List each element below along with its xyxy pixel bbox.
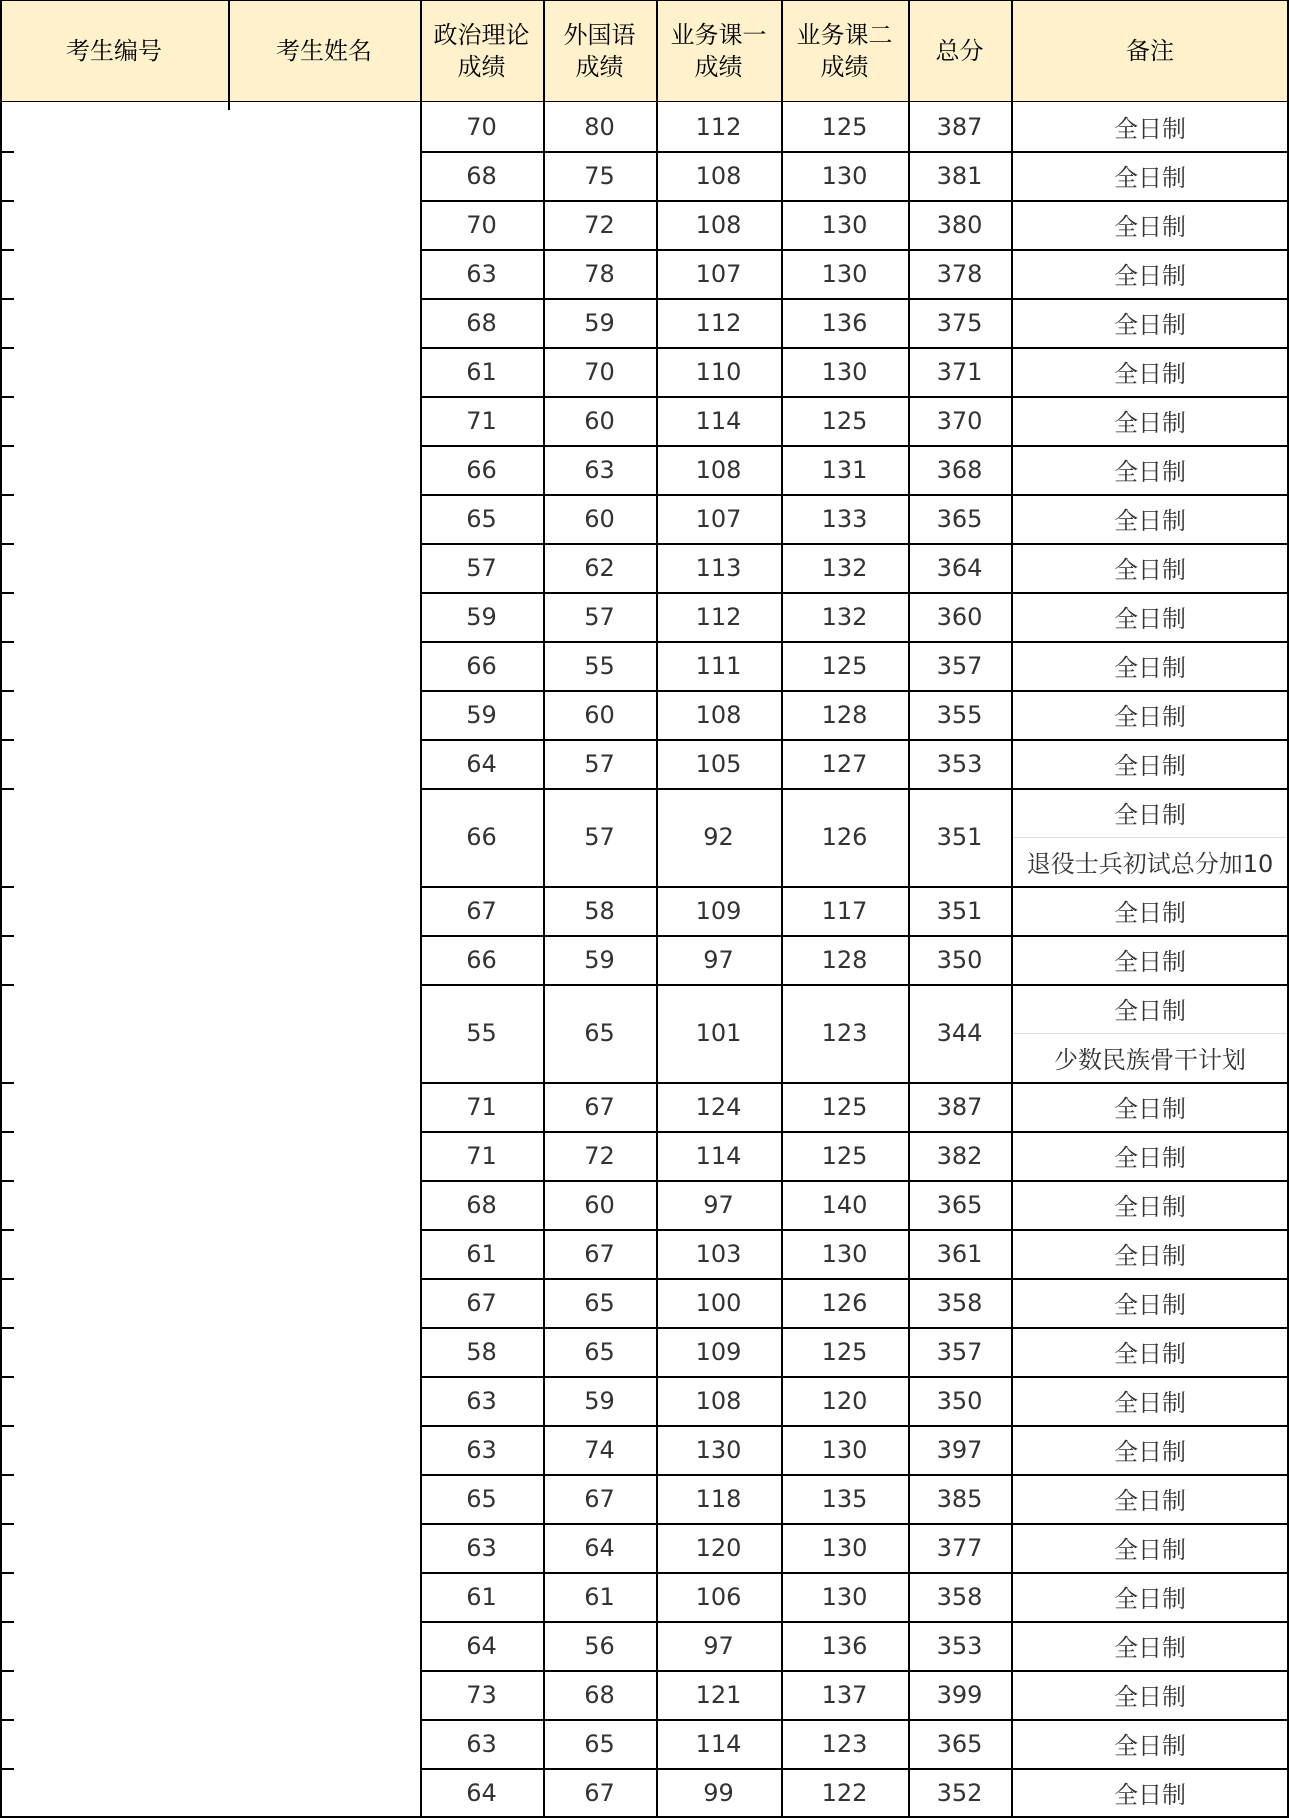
cell-politics: 63 (466, 1435, 497, 1464)
cell-politics: 71 (466, 406, 497, 435)
cell-course1: 97 (703, 945, 734, 974)
cell-foreign: 60 (584, 504, 615, 533)
cell-total: 353 (936, 1631, 983, 1660)
cell-foreign: 72 (584, 210, 615, 239)
cell-course1: 118 (695, 1484, 742, 1513)
cell-course2: 133 (821, 504, 868, 533)
cell-remark: 全日制 (1114, 1144, 1186, 1172)
column-divider (1287, 0, 1289, 1818)
cell-course1: 113 (695, 553, 742, 582)
row-tick (0, 1327, 14, 1329)
column-header-label: 业务课二 (796, 21, 893, 49)
row-tick (0, 1670, 14, 1672)
row-divider (420, 641, 1289, 643)
column-header-name (228, 0, 420, 102)
cell-remark: 全日制 (1114, 507, 1186, 535)
cell-course1: 101 (695, 1019, 742, 1047)
cell-politics: 68 (466, 161, 497, 190)
cell-remark: 全日制 (1114, 556, 1186, 584)
cell-politics: 64 (466, 1778, 497, 1807)
cell-foreign: 72 (584, 1141, 615, 1170)
cell-course2: 125 (821, 406, 868, 435)
row-tick (0, 1523, 14, 1525)
cell-total: 364 (936, 553, 983, 582)
cell-course2: 123 (821, 1729, 868, 1758)
cell-course2: 132 (821, 553, 868, 582)
cell-course2: 130 (821, 1582, 868, 1611)
cell-course2: 128 (821, 700, 868, 729)
cell-politics: 68 (466, 1190, 497, 1219)
cell-course2: 122 (821, 1778, 868, 1807)
cell-politics: 65 (466, 1484, 497, 1513)
column-divider (908, 0, 910, 1818)
row-divider (420, 200, 1289, 202)
cell-course1: 114 (695, 406, 742, 435)
cell-remark: 全日制 (1114, 458, 1186, 486)
cell-foreign: 78 (584, 259, 615, 288)
cell-total: 355 (936, 700, 983, 729)
column-header-foreign (543, 0, 656, 102)
cell-foreign: 56 (584, 1631, 615, 1660)
column-divider (781, 0, 783, 1818)
row-tick (0, 1180, 14, 1182)
cell-politics: 66 (466, 945, 497, 974)
cell-remark: 全日制 (1114, 1389, 1186, 1417)
row-divider (420, 1670, 1289, 1672)
cell-course1: 97 (703, 1631, 734, 1660)
cell-total: 375 (936, 308, 983, 337)
cell-foreign: 59 (584, 945, 615, 974)
cell-course1: 108 (695, 455, 742, 484)
cell-total: 387 (936, 112, 983, 141)
row-divider (420, 249, 1289, 251)
row-tick (0, 543, 14, 545)
cell-foreign: 60 (584, 406, 615, 435)
column-header-label: 业务课一 (670, 21, 767, 49)
cell-course1: 109 (695, 896, 742, 925)
cell-foreign: 67 (584, 1239, 615, 1268)
cell-politics: 67 (466, 896, 497, 925)
cell-course2: 136 (821, 1631, 868, 1660)
cell-course1: 120 (695, 1533, 742, 1562)
row-tick (0, 445, 14, 447)
column-header-label: 成绩 (457, 53, 506, 81)
row-tick (0, 1719, 14, 1721)
cell-course2: 136 (821, 308, 868, 337)
cell-foreign: 65 (584, 1337, 615, 1366)
cell-remark: 全日制 (1114, 409, 1186, 437)
cell-course2: 131 (821, 455, 868, 484)
cell-total: 387 (936, 1092, 983, 1121)
row-divider (420, 445, 1289, 447)
row-tick (0, 1131, 14, 1133)
row-divider (420, 1719, 1289, 1721)
cell-course2: 125 (821, 651, 868, 680)
row-tick (0, 1082, 14, 1084)
cell-course2: 125 (821, 112, 868, 141)
cell-politics: 66 (466, 823, 497, 851)
column-divider (1011, 0, 1013, 1818)
cell-course1: 106 (695, 1582, 742, 1611)
cell-foreign: 80 (584, 112, 615, 141)
row-tick (0, 984, 14, 986)
cell-remark: 全日制 (1114, 311, 1186, 339)
row-tick (0, 935, 14, 937)
cell-foreign: 67 (584, 1092, 615, 1121)
cell-course2: 125 (821, 1337, 868, 1366)
cell-course1: 100 (695, 1288, 742, 1317)
cell-course2: 130 (821, 161, 868, 190)
cell-politics: 66 (466, 651, 497, 680)
cell-course1: 114 (695, 1141, 742, 1170)
column-divider (228, 0, 230, 110)
row-tick (0, 690, 14, 692)
cell-course2: 130 (821, 1239, 868, 1268)
row-tick (0, 151, 14, 153)
cell-foreign: 58 (584, 896, 615, 925)
cell-total: 399 (936, 1680, 983, 1709)
cell-politics: 64 (466, 1631, 497, 1660)
cell-course1: 121 (695, 1680, 742, 1709)
row-divider (420, 1768, 1289, 1770)
remark-divider (1011, 837, 1289, 838)
row-tick (0, 1278, 14, 1280)
cell-remark: 全日制 (1114, 115, 1186, 143)
row-divider (420, 1572, 1289, 1574)
table-bottom-border (0, 1816, 1289, 1818)
cell-politics: 64 (466, 749, 497, 778)
column-header-course1 (656, 0, 781, 102)
row-divider (420, 1180, 1289, 1182)
cell-course2: 130 (821, 1435, 868, 1464)
cell-foreign: 67 (584, 1484, 615, 1513)
row-divider (420, 788, 1289, 790)
cell-politics: 63 (466, 1386, 497, 1415)
row-tick (0, 347, 14, 349)
cell-remark: 全日制 (1114, 1340, 1186, 1368)
cell-total: 351 (936, 896, 983, 925)
cell-course1: 107 (695, 259, 742, 288)
cell-total: 365 (936, 504, 983, 533)
cell-total: 350 (936, 1386, 983, 1415)
row-divider (420, 494, 1289, 496)
cell-politics: 55 (466, 1019, 497, 1047)
cell-total: 381 (936, 161, 983, 190)
cell-foreign: 59 (584, 1386, 615, 1415)
column-divider (0, 0, 2, 1818)
cell-course2: 126 (821, 823, 868, 851)
cell-foreign: 65 (584, 1019, 615, 1047)
cell-foreign: 65 (584, 1729, 615, 1758)
cell-foreign: 74 (584, 1435, 615, 1464)
row-divider (420, 1327, 1289, 1329)
row-divider (420, 886, 1289, 888)
cell-course1: 112 (695, 308, 742, 337)
cell-politics: 59 (466, 700, 497, 729)
cell-politics: 67 (466, 1288, 497, 1317)
row-tick (0, 200, 14, 202)
cell-course2: 132 (821, 602, 868, 631)
row-divider (420, 298, 1289, 300)
cell-course2: 123 (821, 1019, 868, 1047)
cell-remark: 全日制 (1114, 1634, 1186, 1662)
column-divider (543, 0, 545, 1818)
cell-remark: 全日制 (1114, 1242, 1186, 1270)
cell-foreign: 59 (584, 308, 615, 337)
cell-total: 350 (936, 945, 983, 974)
cell-foreign: 57 (584, 749, 615, 778)
row-tick (0, 396, 14, 398)
cell-remark: 全日制 (1114, 752, 1186, 780)
cell-remark: 全日制 (1114, 997, 1186, 1025)
row-tick (0, 298, 14, 300)
cell-remark: 全日制 (1114, 1781, 1186, 1809)
cell-course1: 107 (695, 504, 742, 533)
column-header-label: 成绩 (694, 53, 743, 81)
cell-remark: 全日制 (1114, 164, 1186, 192)
cell-course2: 130 (821, 210, 868, 239)
cell-politics: 63 (466, 1729, 497, 1758)
row-divider (420, 151, 1289, 153)
cell-foreign: 75 (584, 161, 615, 190)
column-header-label: 政治理论 (433, 21, 530, 49)
cell-politics: 58 (466, 1337, 497, 1366)
cell-total: 358 (936, 1582, 983, 1611)
cell-total: 377 (936, 1533, 983, 1562)
row-divider (420, 1376, 1289, 1378)
cell-total: 397 (936, 1435, 983, 1464)
cell-politics: 61 (466, 1582, 497, 1611)
cell-remark: 全日制 (1114, 703, 1186, 731)
cell-course1: 109 (695, 1337, 742, 1366)
cell-politics: 70 (466, 210, 497, 239)
row-tick (0, 1376, 14, 1378)
cell-total: 371 (936, 357, 983, 386)
cell-remark: 全日制 (1114, 948, 1186, 976)
cell-remark: 全日制 (1114, 213, 1186, 241)
cell-course1: 108 (695, 161, 742, 190)
cell-course1: 105 (695, 749, 742, 778)
cell-foreign: 57 (584, 823, 615, 851)
cell-course2: 127 (821, 749, 868, 778)
row-divider (420, 592, 1289, 594)
cell-politics: 63 (466, 259, 497, 288)
row-tick (0, 494, 14, 496)
cell-course2: 137 (821, 1680, 868, 1709)
row-divider (420, 984, 1289, 986)
cell-course2: 130 (821, 259, 868, 288)
cell-politics: 63 (466, 1533, 497, 1562)
cell-total: 378 (936, 259, 983, 288)
remark-divider (1011, 1033, 1289, 1034)
cell-course1: 110 (695, 357, 742, 386)
cell-course2: 128 (821, 945, 868, 974)
row-tick (0, 249, 14, 251)
row-divider (420, 347, 1289, 349)
row-divider (420, 1621, 1289, 1623)
cell-course1: 108 (695, 1386, 742, 1415)
cell-total: 357 (936, 1337, 983, 1366)
cell-politics: 70 (466, 112, 497, 141)
row-tick (0, 1474, 14, 1476)
row-tick (0, 592, 14, 594)
cell-course1: 97 (703, 1190, 734, 1219)
column-header-label: 总分 (935, 37, 984, 65)
cell-remark: 全日制 (1114, 1585, 1186, 1613)
cell-remark: 全日制 (1114, 801, 1186, 829)
column-header-label: 考生姓名 (276, 37, 372, 65)
cell-total: 380 (936, 210, 983, 239)
row-divider (420, 1131, 1289, 1133)
cell-total: 370 (936, 406, 983, 435)
column-header-label: 成绩 (575, 53, 624, 81)
cell-remark: 少数民族骨干计划 (1054, 1046, 1246, 1074)
cell-politics: 61 (466, 1239, 497, 1268)
row-divider (420, 739, 1289, 741)
row-tick (0, 1621, 14, 1623)
row-tick (0, 886, 14, 888)
row-divider (420, 1474, 1289, 1476)
cell-foreign: 60 (584, 1190, 615, 1219)
cell-remark: 退役士兵初试总分加10 (1026, 850, 1274, 878)
column-header-remark (1011, 0, 1289, 102)
cell-politics: 71 (466, 1092, 497, 1121)
cell-foreign: 68 (584, 1680, 615, 1709)
cell-remark: 全日制 (1114, 1193, 1186, 1221)
cell-total: 382 (936, 1141, 983, 1170)
cell-foreign: 63 (584, 455, 615, 484)
row-divider (420, 935, 1289, 937)
cell-remark: 全日制 (1114, 360, 1186, 388)
cell-foreign: 64 (584, 1533, 615, 1562)
cell-politics: 71 (466, 1141, 497, 1170)
cell-remark: 全日制 (1114, 1487, 1186, 1515)
cell-foreign: 60 (584, 700, 615, 729)
cell-course2: 125 (821, 1092, 868, 1121)
cell-politics: 73 (466, 1680, 497, 1709)
cell-course1: 112 (695, 112, 742, 141)
row-divider (420, 543, 1289, 545)
cell-course2: 125 (821, 1141, 868, 1170)
cell-remark: 全日制 (1114, 899, 1186, 927)
cell-politics: 66 (466, 455, 497, 484)
row-divider (420, 1523, 1289, 1525)
cell-course1: 92 (703, 823, 734, 851)
cell-total: 365 (936, 1190, 983, 1219)
cell-politics: 65 (466, 504, 497, 533)
row-tick (0, 739, 14, 741)
cell-foreign: 55 (584, 651, 615, 680)
cell-foreign: 61 (584, 1582, 615, 1611)
column-header-label: 备注 (1126, 37, 1174, 65)
cell-remark: 全日制 (1114, 262, 1186, 290)
row-tick (0, 1572, 14, 1574)
cell-foreign: 70 (584, 357, 615, 386)
column-header-id (0, 0, 228, 102)
cell-course2: 135 (821, 1484, 868, 1513)
cell-foreign: 65 (584, 1288, 615, 1317)
cell-politics: 61 (466, 357, 497, 386)
cell-politics: 57 (466, 553, 497, 582)
cell-course1: 99 (703, 1778, 734, 1807)
column-header-politics (420, 0, 543, 102)
cell-remark: 全日制 (1114, 1683, 1186, 1711)
cell-course1: 111 (695, 651, 742, 680)
column-header-total (908, 0, 1011, 102)
cell-remark: 全日制 (1114, 1732, 1186, 1760)
cell-total: 351 (936, 823, 983, 851)
column-divider (420, 0, 422, 1818)
cell-total: 344 (936, 1019, 983, 1047)
cell-total: 352 (936, 1778, 983, 1807)
cell-course1: 130 (695, 1435, 742, 1464)
column-header-label: 成绩 (820, 53, 869, 81)
cell-total: 353 (936, 749, 983, 778)
row-divider (420, 1082, 1289, 1084)
column-header-course2 (781, 0, 908, 102)
cell-course1: 124 (695, 1092, 742, 1121)
cell-course1: 114 (695, 1729, 742, 1758)
row-tick (0, 1229, 14, 1231)
cell-remark: 全日制 (1114, 1095, 1186, 1123)
cell-course2: 117 (821, 896, 868, 925)
row-divider (420, 690, 1289, 692)
cell-remark: 全日制 (1114, 1291, 1186, 1319)
row-tick (0, 641, 14, 643)
cell-course2: 130 (821, 1533, 868, 1562)
row-divider (420, 1229, 1289, 1231)
cell-course1: 108 (695, 210, 742, 239)
cell-remark: 全日制 (1114, 654, 1186, 682)
column-divider (656, 0, 658, 1818)
cell-remark: 全日制 (1114, 1536, 1186, 1564)
cell-total: 360 (936, 602, 983, 631)
row-divider (420, 1425, 1289, 1427)
cell-course2: 120 (821, 1386, 868, 1415)
cell-total: 385 (936, 1484, 983, 1513)
column-header-label: 考生编号 (66, 37, 162, 65)
cell-politics: 68 (466, 308, 497, 337)
cell-foreign: 57 (584, 602, 615, 631)
cell-remark: 全日制 (1114, 605, 1186, 633)
cell-remark: 全日制 (1114, 1438, 1186, 1466)
cell-course1: 108 (695, 700, 742, 729)
row-tick (0, 1768, 14, 1770)
cell-foreign: 67 (584, 1778, 615, 1807)
row-divider (420, 1278, 1289, 1280)
row-tick (0, 1425, 14, 1427)
cell-total: 358 (936, 1288, 983, 1317)
cell-total: 368 (936, 455, 983, 484)
row-divider (420, 396, 1289, 398)
cell-course2: 140 (821, 1190, 868, 1219)
column-header-label: 外国语 (563, 21, 636, 49)
cell-course2: 126 (821, 1288, 868, 1317)
cell-foreign: 62 (584, 553, 615, 582)
cell-course1: 112 (695, 602, 742, 631)
cell-total: 357 (936, 651, 983, 680)
cell-total: 365 (936, 1729, 983, 1758)
row-tick (0, 788, 14, 790)
cell-total: 361 (936, 1239, 983, 1268)
cell-course1: 103 (695, 1239, 742, 1268)
cell-politics: 59 (466, 602, 497, 631)
cell-course2: 130 (821, 357, 868, 386)
